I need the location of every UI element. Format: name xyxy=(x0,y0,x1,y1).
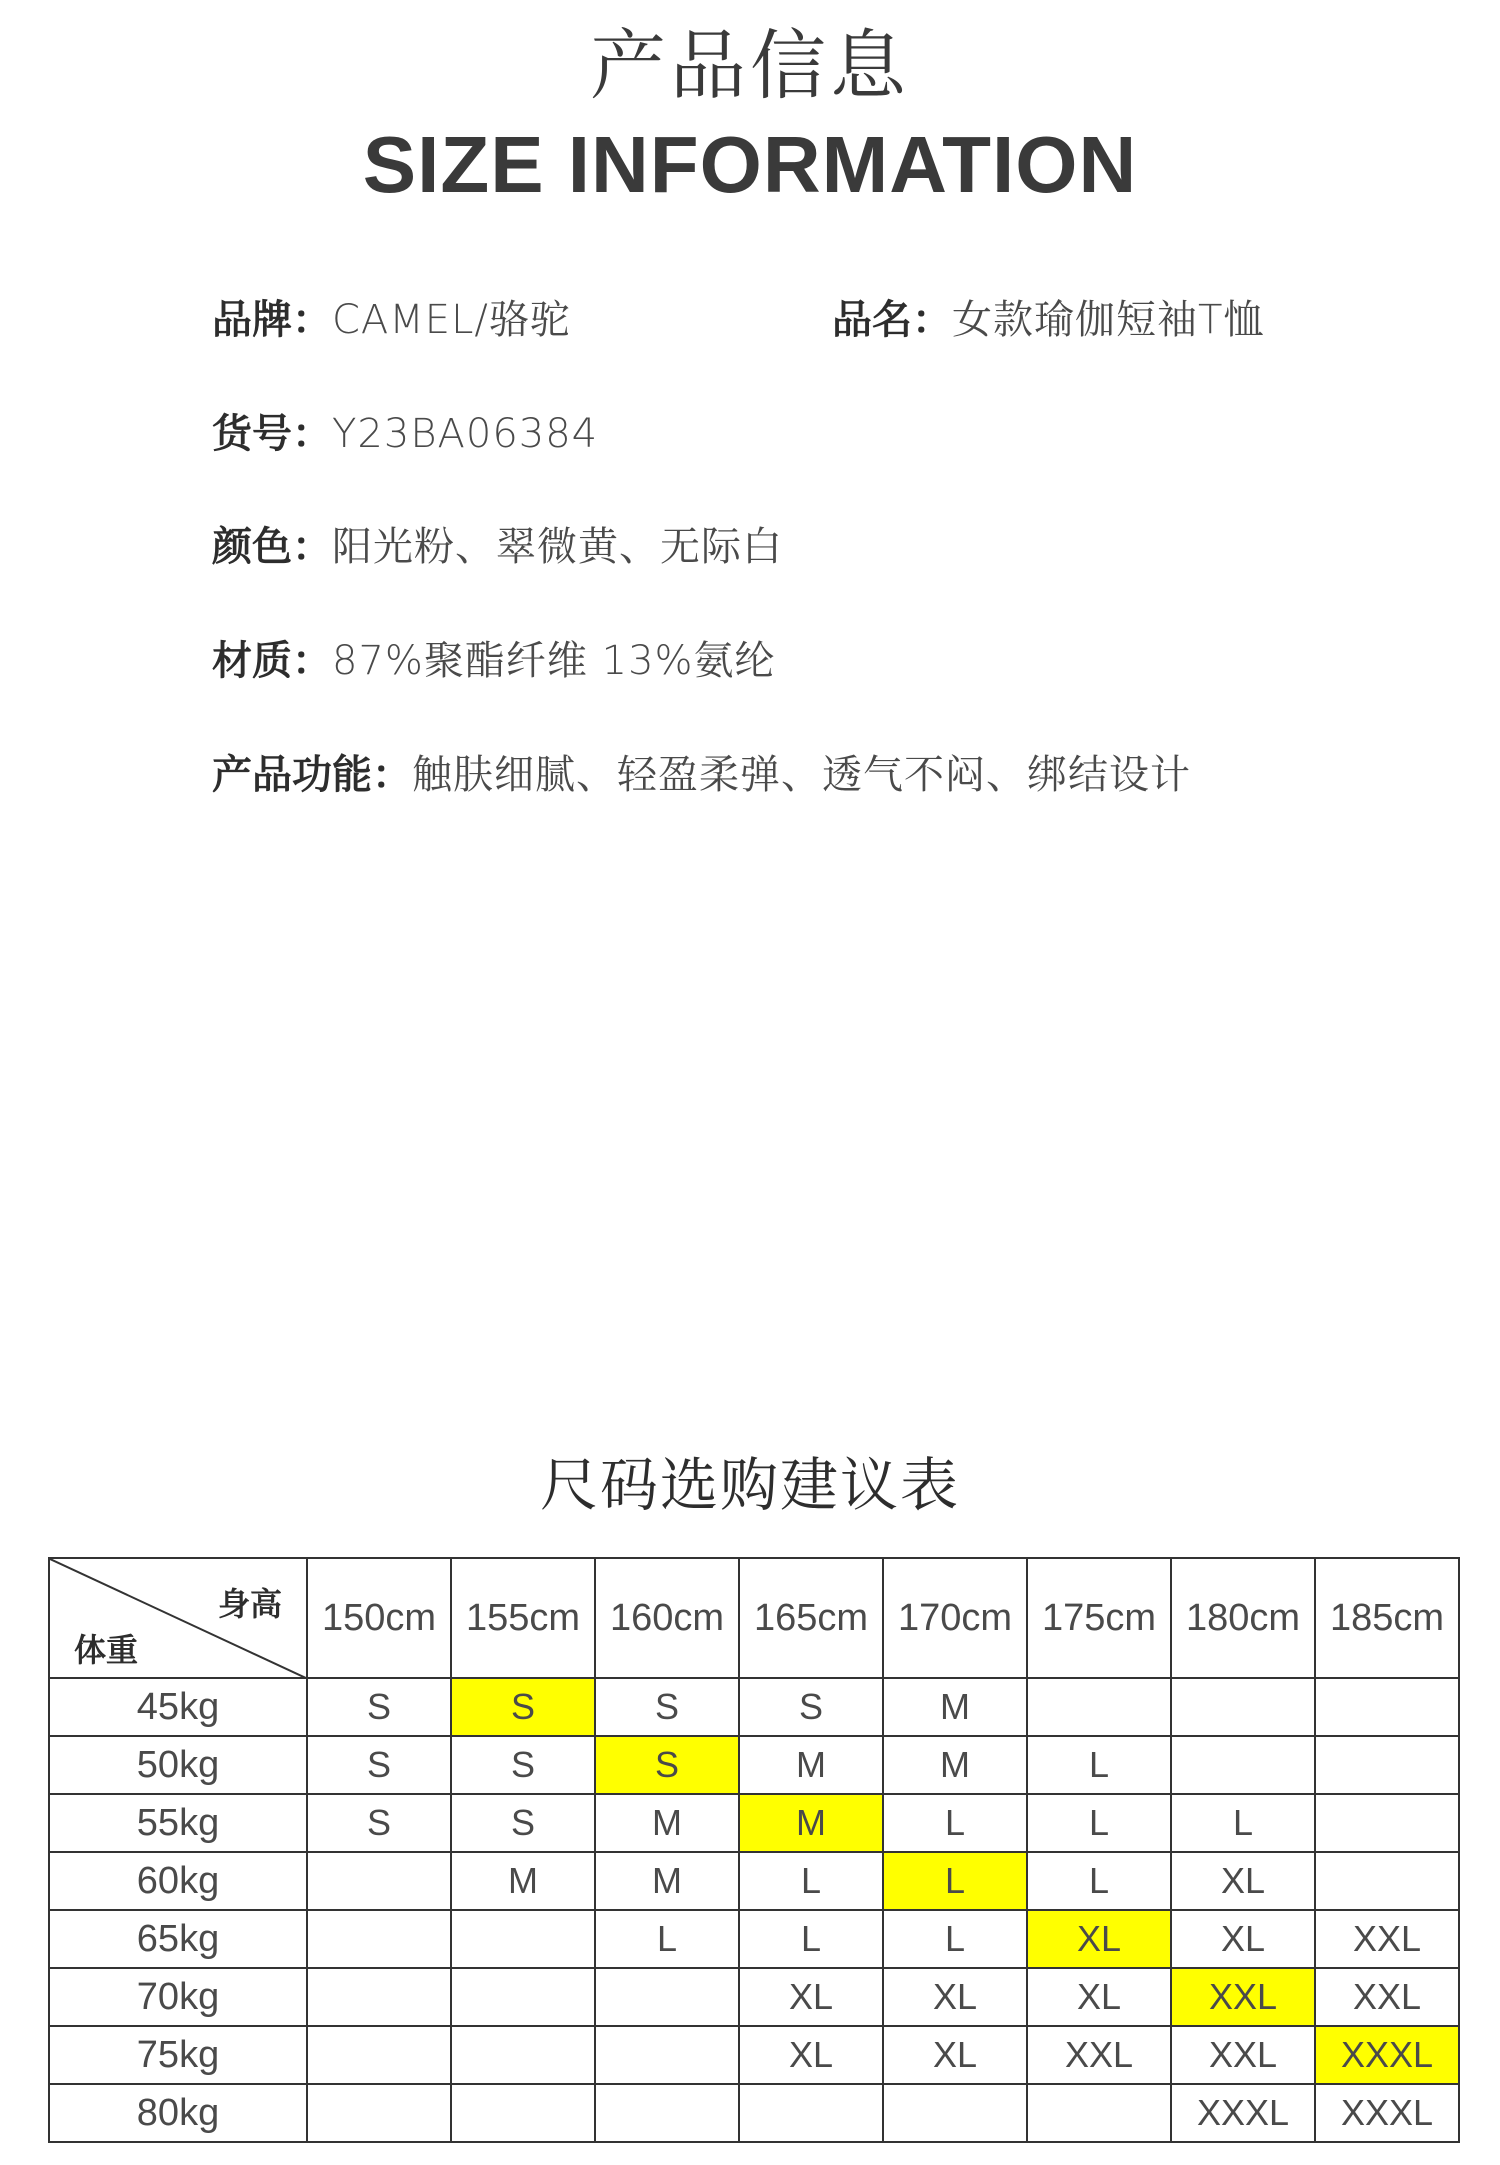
item-code-value: Y23BA06384 xyxy=(332,411,599,457)
size-cell: L xyxy=(883,1794,1027,1852)
size-cell: M xyxy=(451,1852,595,1910)
size-cell xyxy=(1315,1678,1459,1736)
product-name-value: 女款瑜伽短袖T恤 xyxy=(952,297,1265,343)
brand-value: CAMEL/骆驼 xyxy=(332,297,571,343)
info-row-brand xyxy=(212,297,571,343)
weight-cell: 80kg xyxy=(49,2084,307,2142)
table-row xyxy=(49,1794,1459,1852)
item-code-label: 货号： xyxy=(212,411,332,457)
size-cell: L xyxy=(883,1910,1027,1968)
table-row xyxy=(49,1968,1459,2026)
material-label: 材质： xyxy=(212,638,332,684)
size-cell: XXXL xyxy=(1171,2084,1315,2142)
size-cell xyxy=(595,1968,739,2026)
size-cell xyxy=(1171,1736,1315,1794)
colors-label: 颜色： xyxy=(212,524,332,570)
size-cell xyxy=(451,2026,595,2084)
size-cell: XL xyxy=(1171,1910,1315,1968)
height-axis-label: 身高 xyxy=(217,1585,282,1623)
size-cell: XXL xyxy=(1315,1968,1459,2026)
size-cell: S xyxy=(451,1736,595,1794)
size-cell: M xyxy=(595,1794,739,1852)
size-cell xyxy=(1315,1852,1459,1910)
size-cell: S xyxy=(307,1794,451,1852)
size-cell: S xyxy=(739,1678,883,1736)
size-cell: M xyxy=(883,1678,1027,1736)
size-cell: M xyxy=(883,1736,1027,1794)
table-row xyxy=(49,2084,1459,2142)
table-row xyxy=(49,1678,1459,1736)
size-cell xyxy=(1027,1678,1171,1736)
size-cell: L xyxy=(883,1852,1027,1910)
size-cell: M xyxy=(595,1852,739,1910)
size-cell: L xyxy=(739,1852,883,1910)
table-row xyxy=(49,1736,1459,1794)
info-row-colors xyxy=(212,524,783,570)
table-row xyxy=(49,2026,1459,2084)
size-cell xyxy=(595,2026,739,2084)
size-cell: XXXL xyxy=(1315,2084,1459,2142)
weight-axis-label: 体重 xyxy=(74,1631,139,1669)
height-header-cell: 155cm xyxy=(451,1558,595,1678)
height-header-cell: 170cm xyxy=(883,1558,1027,1678)
size-cell: XXL xyxy=(1315,1910,1459,1968)
size-cell xyxy=(307,1910,451,1968)
size-cell: XXXL xyxy=(1315,2026,1459,2084)
size-chart-title: 尺码选购建议表 xyxy=(539,1451,960,1519)
size-cell: XL xyxy=(1027,1968,1171,2026)
height-header-cell: 180cm xyxy=(1171,1558,1315,1678)
size-cell: XXL xyxy=(1027,2026,1171,2084)
info-row-item-code xyxy=(212,411,599,457)
weight-cell: 55kg xyxy=(49,1794,307,1852)
weight-cell: 65kg xyxy=(49,1910,307,1968)
size-chart-body xyxy=(49,1678,1459,2142)
size-cell: S xyxy=(451,1794,595,1852)
height-header-cell: 175cm xyxy=(1027,1558,1171,1678)
weight-cell: 70kg xyxy=(49,1968,307,2026)
size-cell: L xyxy=(1027,1852,1171,1910)
table-row xyxy=(49,1852,1459,1910)
size-cell: XL xyxy=(1171,1852,1315,1910)
size-cell: M xyxy=(739,1736,883,1794)
size-cell: XXL xyxy=(1171,1968,1315,2026)
size-cell xyxy=(1315,1736,1459,1794)
info-row-product-name xyxy=(832,297,1265,343)
size-cell: L xyxy=(1027,1794,1171,1852)
size-cell xyxy=(307,1852,451,1910)
size-cell: S xyxy=(307,1678,451,1736)
size-cell xyxy=(307,1968,451,2026)
page-title-cn: 产品信息 xyxy=(590,21,910,110)
size-chart-corner-cell xyxy=(49,1558,307,1678)
size-cell: S xyxy=(595,1736,739,1794)
features-label: 产品功能： xyxy=(212,752,412,798)
colors-value: 阳光粉、翠微黄、无际白 xyxy=(332,524,783,570)
size-cell: XL xyxy=(739,2026,883,2084)
weight-cell: 75kg xyxy=(49,2026,307,2084)
info-row-material xyxy=(212,638,776,684)
size-cell: L xyxy=(1027,1736,1171,1794)
size-cell: S xyxy=(595,1678,739,1736)
size-cell: M xyxy=(739,1794,883,1852)
size-cell: XL xyxy=(883,1968,1027,2026)
size-cell: S xyxy=(451,1678,595,1736)
size-cell: L xyxy=(595,1910,739,1968)
size-cell xyxy=(1315,1794,1459,1852)
size-cell xyxy=(307,2084,451,2142)
size-cell: L xyxy=(739,1910,883,1968)
size-cell xyxy=(739,2084,883,2142)
size-cell: S xyxy=(307,1736,451,1794)
size-cell xyxy=(595,2084,739,2142)
height-header-cell: 150cm xyxy=(307,1558,451,1678)
height-header-cell: 165cm xyxy=(739,1558,883,1678)
page-title-en: SIZE INFORMATION xyxy=(362,120,1138,209)
size-cell xyxy=(883,2084,1027,2142)
size-cell: XL xyxy=(883,2026,1027,2084)
product-name-label: 品名： xyxy=(832,297,952,343)
material-value: 87%聚酯纤维 13%氨纶 xyxy=(332,638,776,684)
features-value: 触肤细腻、轻盈柔弹、透气不闷、绑结设计 xyxy=(412,752,1191,798)
info-row-features xyxy=(212,752,1191,798)
size-cell: XL xyxy=(739,1968,883,2026)
weight-cell: 60kg xyxy=(49,1852,307,1910)
size-cell xyxy=(307,2026,451,2084)
table-row xyxy=(49,1910,1459,1968)
weight-cell: 45kg xyxy=(49,1678,307,1736)
size-cell xyxy=(1171,1678,1315,1736)
size-cell xyxy=(451,2084,595,2142)
brand-label: 品牌： xyxy=(212,297,332,343)
height-header-cell: 185cm xyxy=(1315,1558,1459,1678)
height-header-cell: 160cm xyxy=(595,1558,739,1678)
size-chart-table xyxy=(48,1557,1460,2143)
size-cell xyxy=(1027,2084,1171,2142)
size-cell: XXL xyxy=(1171,2026,1315,2084)
size-cell: XL xyxy=(1027,1910,1171,1968)
weight-cell: 50kg xyxy=(49,1736,307,1794)
size-cell xyxy=(451,1968,595,2026)
size-chart-header-row xyxy=(49,1558,1459,1678)
size-cell: L xyxy=(1171,1794,1315,1852)
size-cell xyxy=(451,1910,595,1968)
